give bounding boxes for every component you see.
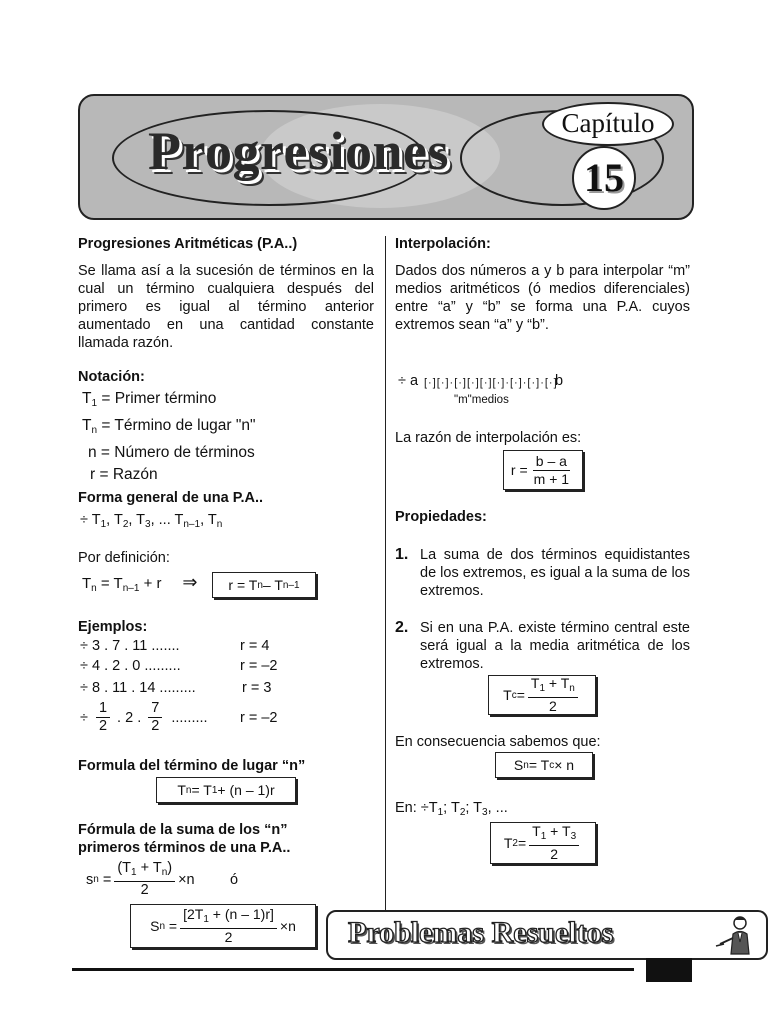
prop2-text: Si en una P.A. existe término central este será igual a la media aritmética de los extremos.: [420, 620, 690, 672]
example-r: r = 4: [240, 638, 270, 654]
sum-heading-line2: primeros términos de una P.A..: [78, 840, 291, 856]
page-number-block: [646, 958, 692, 982]
general-form-heading: Forma general de una P.A..: [78, 490, 264, 506]
sum-formula-1: s n = $\frac{(T_1 + T_n)}{2}$ ×n: [86, 860, 195, 898]
interp-seq-b: b: [555, 373, 564, 389]
interp-heading: Interpolación:: [395, 236, 491, 252]
t2-box: T 2 = $\frac{T_1 + T_3}{2}$: [490, 822, 596, 864]
examples-heading: Ejemplos:: [78, 619, 148, 635]
definition-formula: $T_n = T_{n-1} + r$ ⇒: [82, 572, 198, 594]
props-heading: Propiedades:: [395, 509, 487, 525]
chapter-number: 15: [572, 146, 636, 210]
example-r: r = –2: [240, 710, 278, 726]
pa-heading: Progresiones Aritméticas (P.A..): [78, 236, 298, 252]
pa-definition: Se llama así a la sucesión de términos en la cual un término cualquiera después del primero es igual al término anterior aumentado en una cantidad constante llamada razón.: [78, 263, 374, 351]
example-seq: ÷ 8 . 11 . 14 .........: [80, 680, 196, 696]
sum-formula-box: S n = $\frac{[2T_1 + (n - 1)r]}{2}$ ×n: [130, 904, 316, 948]
notation-item: n = Número de términos: [88, 444, 255, 461]
chapter-banner: [78, 94, 694, 220]
notation-item: $T_1$ = Primer término: [82, 390, 217, 409]
example-r: r = –2: [240, 658, 278, 674]
en-label: En: $\div T_1$; $T_2$; $T_3$, ...: [395, 800, 508, 818]
example-seq: ÷ 3 . 7 . 11 .......: [80, 638, 180, 654]
interp-definition: Dados dos números a y b para interpolar “m” medios aritméticos (ó medios diferenciales) entre “a” y “b” se forma una P.A. cuyos extremos sean “a” y “b”.: [395, 263, 690, 333]
central-term-box: T c = $\frac{T_1 + T_n}{2}$: [488, 675, 596, 715]
razon-box: r = $\frac{b - a}{m + 1}$: [503, 450, 583, 490]
consequence-label: En consecuencia sabemos que:: [395, 734, 601, 750]
notation-item: $T_n$ = Término de lugar "n": [82, 417, 256, 436]
chapter-label: Capítulo: [542, 102, 674, 146]
interp-medios-label: "m"medios: [454, 394, 509, 406]
column-divider: [385, 236, 386, 956]
problems-banner: [326, 910, 768, 960]
interp-seq-a: ÷ a: [398, 373, 419, 389]
term-formula-box: T n = T 1 + (n – 1)r: [156, 777, 296, 803]
footer-rule: [72, 968, 634, 971]
general-form: ÷ $T_1$, $T_2$, $T_3$, ... $T_{n-1}$, $T_n$: [80, 512, 223, 530]
example-r: r = 3: [242, 680, 272, 696]
prop1-text: La suma de dos términos equidistantes de los extremos, es igual a la suma de los extremos.: [420, 547, 690, 599]
problems-banner-title: Problemas Resueltos: [348, 916, 614, 949]
razon-label: La razón de interpolación es:: [395, 430, 582, 446]
teacher-icon: [714, 914, 758, 956]
notation-heading: Notación:: [78, 369, 145, 385]
sum-heading-line1: Fórmula de la suma de los “n”: [78, 822, 288, 838]
definition-label: Por definición:: [78, 550, 170, 566]
prop2-number: 2.: [395, 619, 409, 636]
chapter-title: Progresiones: [148, 121, 449, 181]
interp-medios-dots: [·][·]·[·][·][·][·]·[·]·[·]·[·]: [424, 377, 558, 389]
consequence-box: S n = T c × n: [495, 752, 593, 778]
example-fraction-seq: ÷ $\frac{1}{2}$ . 2 . $\frac{7}{2}$ .........: [80, 700, 208, 734]
example-seq: ÷ 4 . 2 . 0 .........: [80, 658, 181, 674]
definition-box: r = T n – T n–1: [212, 572, 316, 598]
or-label: ó: [230, 872, 239, 888]
term-formula-heading: Formula del término de lugar “n”: [78, 758, 306, 774]
notation-item: r = Razón: [90, 466, 158, 483]
notation-list: [82, 388, 256, 486]
prop1-number: 1.: [395, 546, 409, 563]
